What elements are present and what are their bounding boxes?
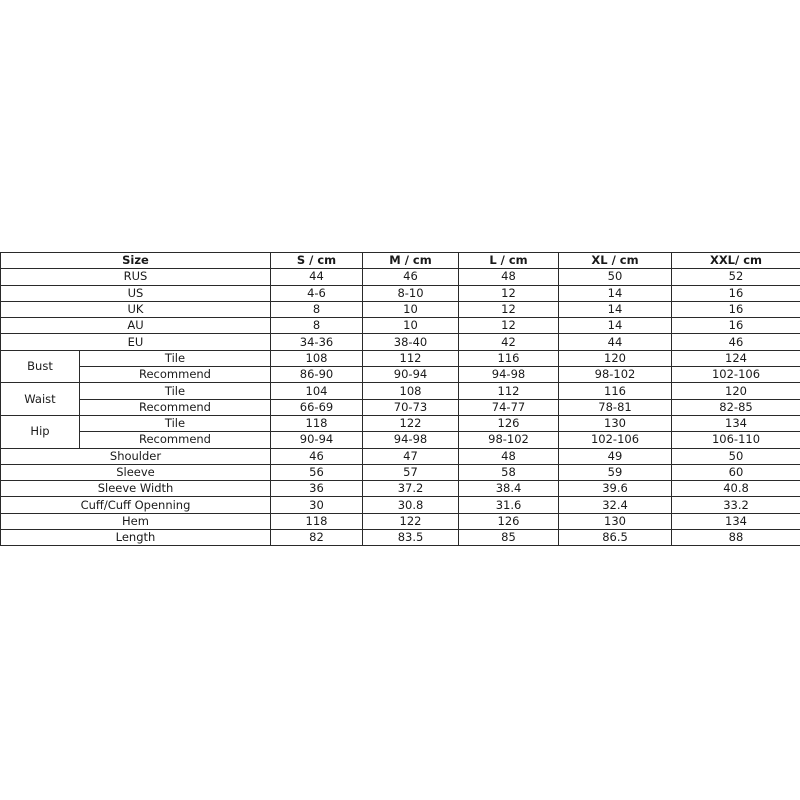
table-row bbox=[1, 497, 800, 513]
header-s: S / cm bbox=[271, 253, 363, 269]
table-cell: 134 bbox=[672, 415, 800, 431]
header-row bbox=[1, 253, 800, 269]
table-cell: 90-94 bbox=[271, 432, 363, 448]
row-label: Sleeve bbox=[1, 464, 271, 480]
size-chart-table bbox=[0, 252, 800, 546]
table-cell: 120 bbox=[672, 383, 800, 399]
table-cell: 32.4 bbox=[559, 497, 672, 513]
sub-row-label: Recommend bbox=[80, 367, 271, 383]
table-cell: 112 bbox=[459, 383, 559, 399]
row-label: EU bbox=[1, 334, 271, 350]
table-cell: 34-36 bbox=[271, 334, 363, 350]
table-cell: 12 bbox=[459, 301, 559, 317]
table-row bbox=[1, 448, 800, 464]
sub-row-label: Recommend bbox=[80, 432, 271, 448]
table-cell: 12 bbox=[459, 285, 559, 301]
table-cell: 57 bbox=[363, 464, 459, 480]
table-cell: 108 bbox=[363, 383, 459, 399]
sub-row-label: Tile bbox=[80, 383, 271, 399]
header-xxl: XXL/ cm bbox=[672, 253, 800, 269]
table-cell: 59 bbox=[559, 464, 672, 480]
table-cell: 116 bbox=[459, 350, 559, 366]
table-cell: 116 bbox=[559, 383, 672, 399]
table-cell: 12 bbox=[459, 318, 559, 334]
table-row bbox=[1, 432, 800, 448]
table-cell: 31.6 bbox=[459, 497, 559, 513]
table-cell: 88 bbox=[672, 530, 800, 546]
table-cell: 4-6 bbox=[271, 285, 363, 301]
row-label: RUS bbox=[1, 269, 271, 285]
table-cell: 108 bbox=[271, 350, 363, 366]
table-cell: 8-10 bbox=[363, 285, 459, 301]
table-cell: 48 bbox=[459, 448, 559, 464]
table-cell: 130 bbox=[559, 415, 672, 431]
table-row bbox=[1, 334, 800, 350]
table-cell: 118 bbox=[271, 415, 363, 431]
table-cell: 46 bbox=[271, 448, 363, 464]
table-cell: 102-106 bbox=[672, 367, 800, 383]
table-row bbox=[1, 318, 800, 334]
table-cell: 94-98 bbox=[363, 432, 459, 448]
sub-row-label: Tile bbox=[80, 415, 271, 431]
table-cell: 16 bbox=[672, 301, 800, 317]
table-cell: 8 bbox=[271, 318, 363, 334]
table-cell: 14 bbox=[559, 318, 672, 334]
table-cell: 74-77 bbox=[459, 399, 559, 415]
table-row bbox=[1, 464, 800, 480]
row-label: Cuff/Cuff Openning bbox=[1, 497, 271, 513]
table-cell: 134 bbox=[672, 513, 800, 529]
table-cell: 130 bbox=[559, 513, 672, 529]
table-cell: 118 bbox=[271, 513, 363, 529]
table-cell: 126 bbox=[459, 513, 559, 529]
table-cell: 14 bbox=[559, 285, 672, 301]
table-cell: 30 bbox=[271, 497, 363, 513]
header-size: Size bbox=[1, 253, 271, 269]
table-cell: 16 bbox=[672, 318, 800, 334]
table-row bbox=[1, 481, 800, 497]
table-row bbox=[1, 383, 800, 399]
row-label: AU bbox=[1, 318, 271, 334]
table-cell: 78-81 bbox=[559, 399, 672, 415]
table-cell: 42 bbox=[459, 334, 559, 350]
table-cell: 38.4 bbox=[459, 481, 559, 497]
sub-row-label: Recommend bbox=[80, 399, 271, 415]
header-l: L / cm bbox=[459, 253, 559, 269]
table-cell: 66-69 bbox=[271, 399, 363, 415]
table-cell: 124 bbox=[672, 350, 800, 366]
table-cell: 70-73 bbox=[363, 399, 459, 415]
table-cell: 44 bbox=[271, 269, 363, 285]
table-row bbox=[1, 513, 800, 529]
row-label: Shoulder bbox=[1, 448, 271, 464]
table-cell: 98-102 bbox=[559, 367, 672, 383]
table-cell: 16 bbox=[672, 285, 800, 301]
table-cell: 102-106 bbox=[559, 432, 672, 448]
table-cell: 122 bbox=[363, 415, 459, 431]
table-cell: 40.8 bbox=[672, 481, 800, 497]
table-cell: 106-110 bbox=[672, 432, 800, 448]
table-cell: 90-94 bbox=[363, 367, 459, 383]
group-label: Hip bbox=[1, 415, 80, 448]
sub-row-label: Tile bbox=[80, 350, 271, 366]
row-label: US bbox=[1, 285, 271, 301]
table-cell: 47 bbox=[363, 448, 459, 464]
row-label: Hem bbox=[1, 513, 271, 529]
header-xl: XL / cm bbox=[559, 253, 672, 269]
table-cell: 10 bbox=[363, 318, 459, 334]
table-cell: 83.5 bbox=[363, 530, 459, 546]
table-row bbox=[1, 530, 800, 546]
table-cell: 86.5 bbox=[559, 530, 672, 546]
table-cell: 8 bbox=[271, 301, 363, 317]
row-label: Length bbox=[1, 530, 271, 546]
table-cell: 94-98 bbox=[459, 367, 559, 383]
table-row bbox=[1, 301, 800, 317]
table-row bbox=[1, 367, 800, 383]
table-cell: 37.2 bbox=[363, 481, 459, 497]
table-cell: 39.6 bbox=[559, 481, 672, 497]
group-label: Bust bbox=[1, 350, 80, 383]
group-label: Waist bbox=[1, 383, 80, 416]
table-cell: 56 bbox=[271, 464, 363, 480]
table-cell: 50 bbox=[672, 448, 800, 464]
table-row bbox=[1, 350, 800, 366]
table-cell: 10 bbox=[363, 301, 459, 317]
table-cell: 120 bbox=[559, 350, 672, 366]
table-cell: 98-102 bbox=[459, 432, 559, 448]
table-cell: 112 bbox=[363, 350, 459, 366]
table-row bbox=[1, 269, 800, 285]
table-row bbox=[1, 415, 800, 431]
table-cell: 58 bbox=[459, 464, 559, 480]
table-row bbox=[1, 285, 800, 301]
table-cell: 48 bbox=[459, 269, 559, 285]
row-label: UK bbox=[1, 301, 271, 317]
table-cell: 126 bbox=[459, 415, 559, 431]
table-cell: 52 bbox=[672, 269, 800, 285]
table-cell: 85 bbox=[459, 530, 559, 546]
table-cell: 60 bbox=[672, 464, 800, 480]
table-cell: 36 bbox=[271, 481, 363, 497]
table-cell: 44 bbox=[559, 334, 672, 350]
table-body bbox=[1, 269, 800, 546]
table-cell: 49 bbox=[559, 448, 672, 464]
table-cell: 82-85 bbox=[672, 399, 800, 415]
table-cell: 82 bbox=[271, 530, 363, 546]
table-cell: 46 bbox=[363, 269, 459, 285]
row-label: Sleeve Width bbox=[1, 481, 271, 497]
table-cell: 46 bbox=[672, 334, 800, 350]
table-cell: 33.2 bbox=[672, 497, 800, 513]
table-cell: 30.8 bbox=[363, 497, 459, 513]
table-row bbox=[1, 399, 800, 415]
table-cell: 14 bbox=[559, 301, 672, 317]
table-cell: 86-90 bbox=[271, 367, 363, 383]
table-cell: 38-40 bbox=[363, 334, 459, 350]
table-cell: 122 bbox=[363, 513, 459, 529]
table-cell: 50 bbox=[559, 269, 672, 285]
table-header bbox=[1, 253, 800, 269]
table-cell: 104 bbox=[271, 383, 363, 399]
header-m: M / cm bbox=[363, 253, 459, 269]
